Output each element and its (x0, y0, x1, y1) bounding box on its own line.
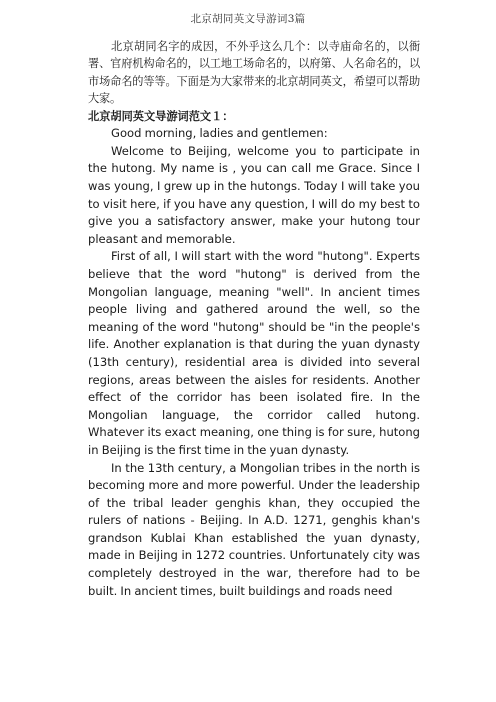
intro-paragraph: 北京胡同名字的成因，不外乎这么几个：以寺庙命名的，以衙署、官府机构命名的，以工地工场命名的，以府第、人名命名的，以市场命名的等等。下面是为大家带来的北京胡同英文，希望可以帮助大家。 (88, 40, 420, 106)
history-paragraph: In the 13th century, a Mongolian tribes in the north is becoming more and more powerful. Under the leadership of the tribal leader genghis khan, they occupied the rulers of nations - Beijing. In A.D. 1271, genghis khan's grandson Kublai Khan established the yuan dynasty, made in Beijing in 1272 countries. Unfortunately city was completely destroyed in the war, therefore had to be built. In ancient times, built buildings and roads need (88, 460, 420, 598)
welcome-paragraph: Welcome to Beijing, welcome you to participate in the hutong. My name is , you can call me Grace. Since I was young, I grew up in the hutongs. Today I will take you to visit here, if you have any question, I will do my best to give you a satisfactory answer, make your hutong tour pleasant and memorable. (88, 143, 420, 246)
greeting-paragraph: Good morning, ladies and gentlemen: (111, 126, 328, 141)
document-body (88, 38, 420, 600)
section-heading: 北京胡同英文导游词范文１： (88, 109, 234, 123)
document-title: 北京胡同英文导游词3篇 (190, 13, 306, 25)
hutong-origin-paragraph: First of all, I will start with the word "hutong". Experts believe that the word "hutong" is derived from the Mongolian language, meaning "well". In ancient times people living and gathered around the well, so the meaning of the word "hutong" should be "in the people's life. Another explanation is that during the yuan dynasty (13th century), residential area is divided into several regions, areas between the aisles for residents. Another effect of the corridor has been isolated fire. In the Mongolian language, the corridor called hutong. Whatever its exact meaning, one thing is for sure, hutong in Beijing is the first time in the yuan dynasty. (88, 249, 420, 457)
